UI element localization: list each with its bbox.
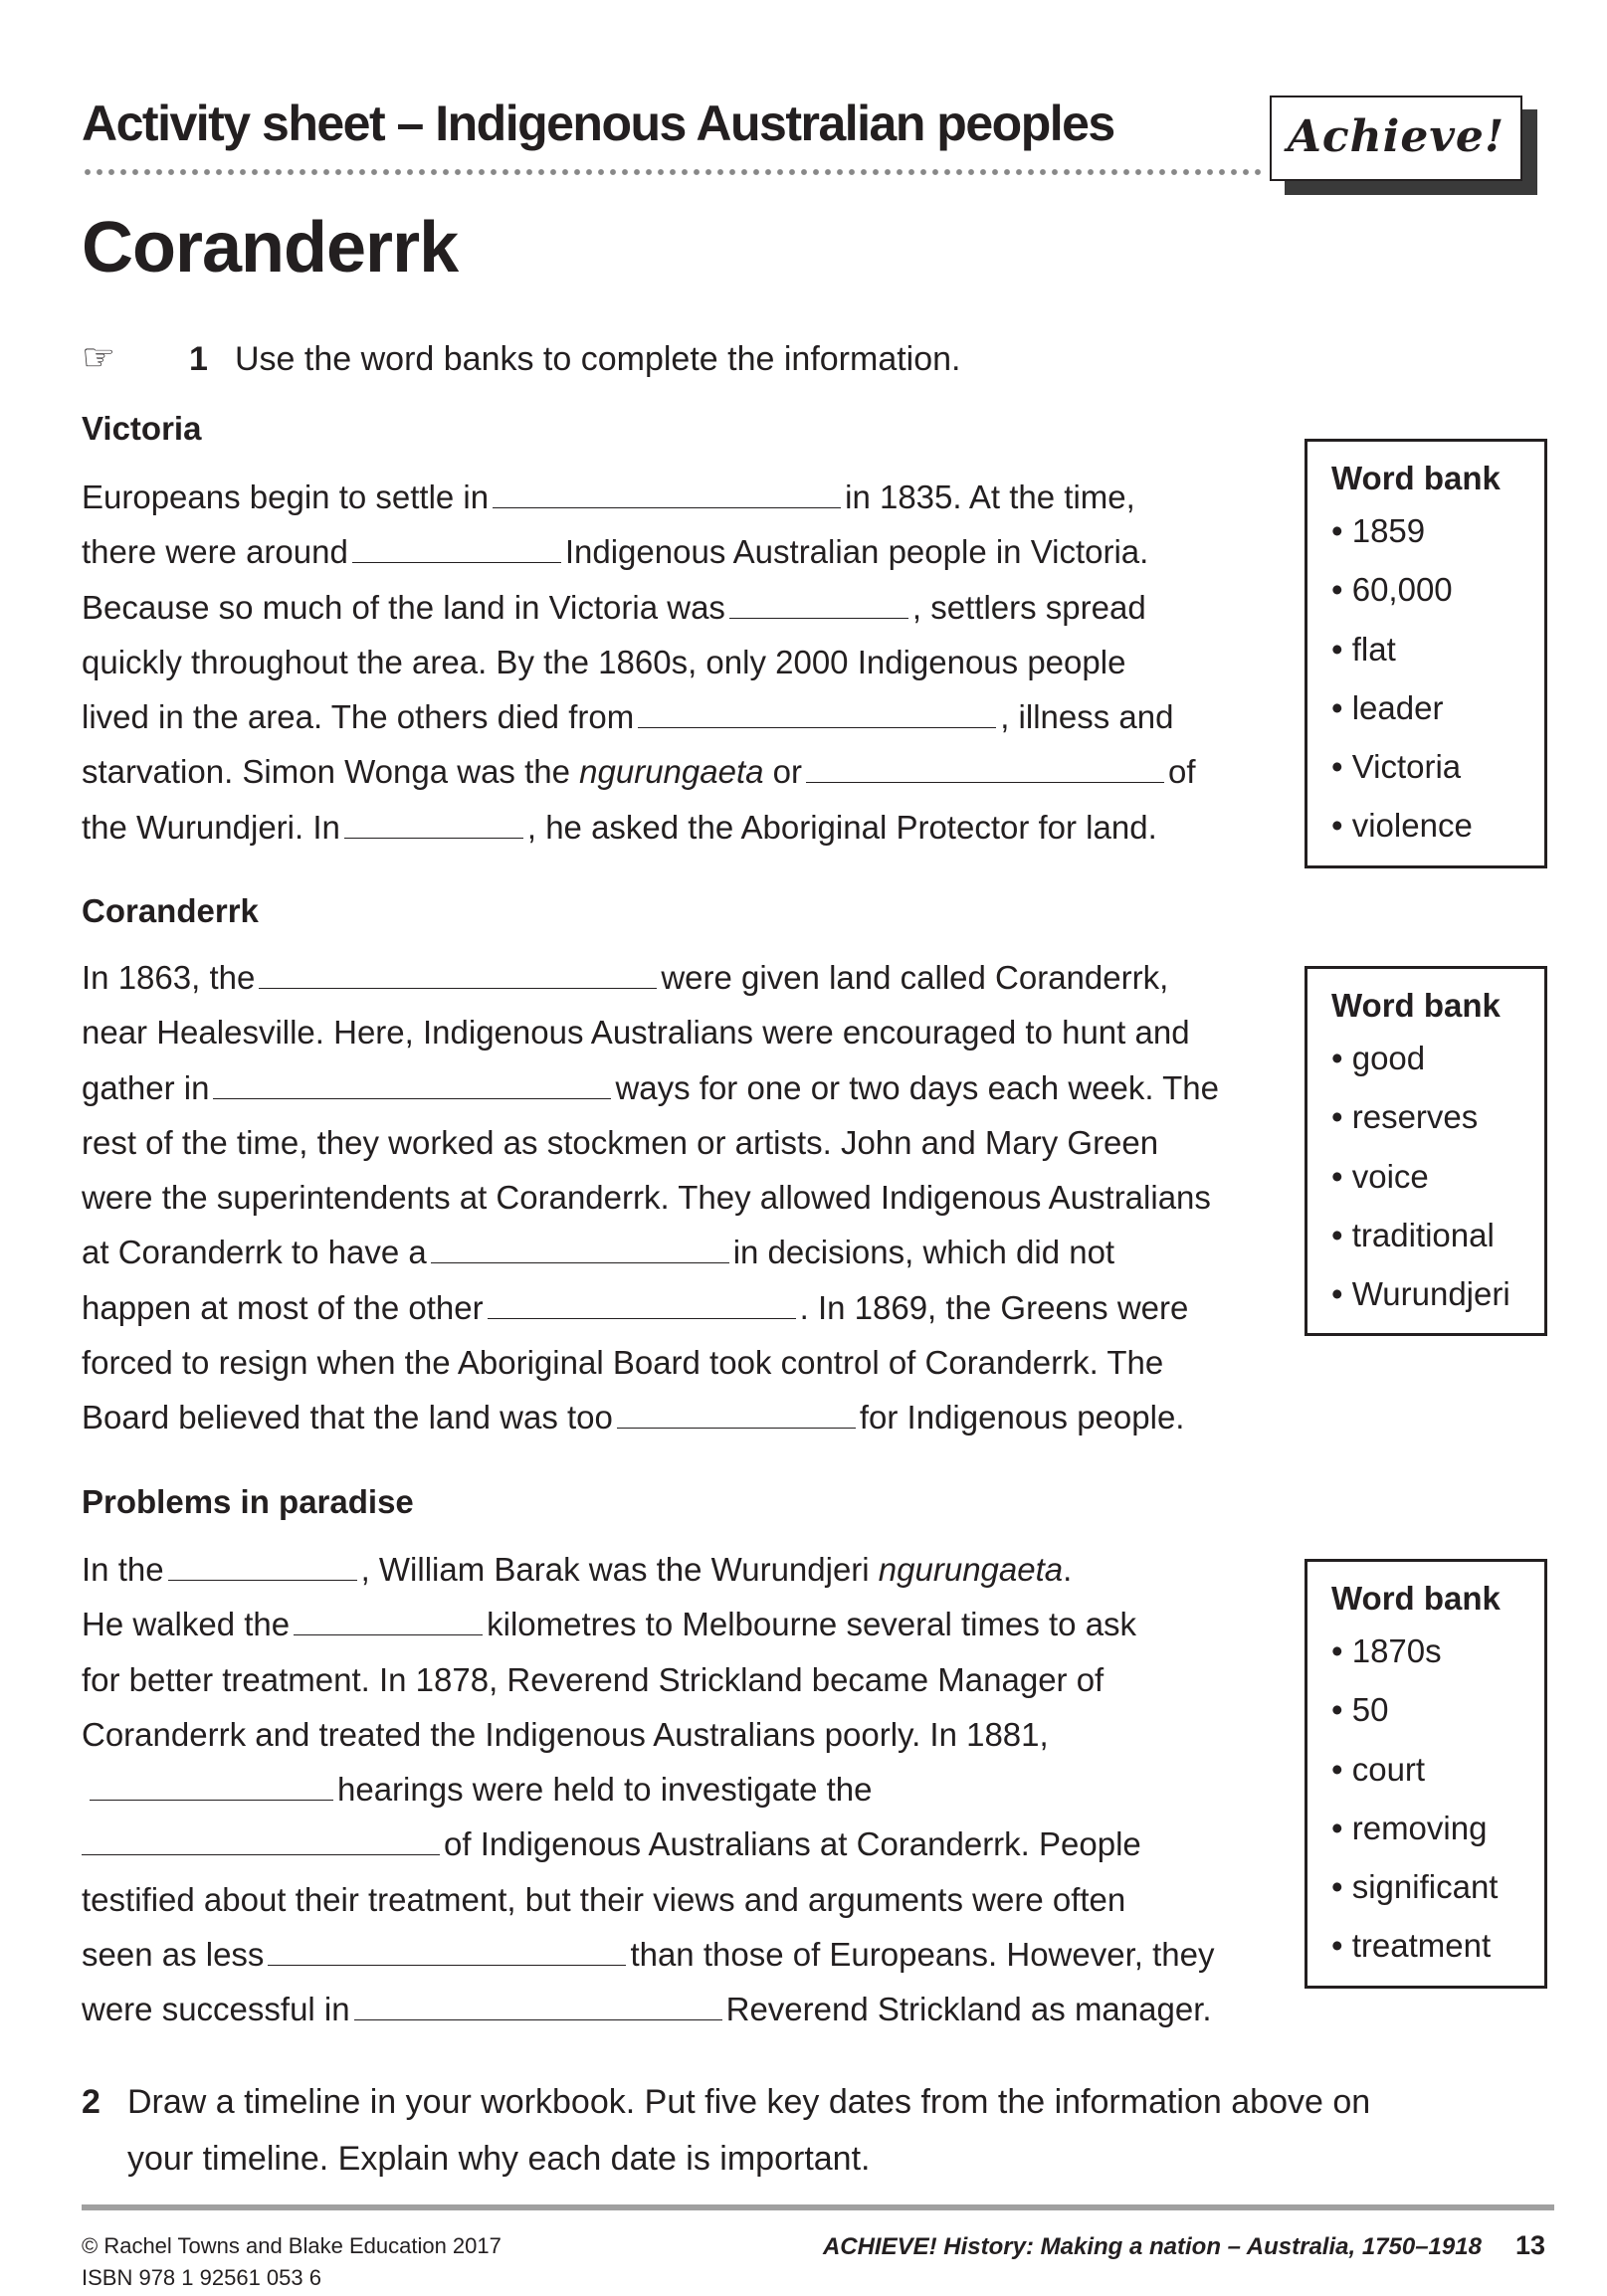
word-bank-item: • reserves — [1331, 1098, 1479, 1136]
text: quickly throughout the area. By the 1860s, only 2000 Indigenous people — [82, 643, 1126, 680]
section-heading-coranderrk: Coranderrk — [82, 892, 259, 929]
text: for Indigenous people. — [859, 1399, 1185, 1436]
word-bank-item: • 50 — [1331, 1691, 1389, 1729]
text-line — [82, 635, 1306, 689]
text: Reverend Strickland as manager. — [725, 1991, 1212, 2028]
text: happen at most of the other — [82, 1288, 484, 1326]
blank-input[interactable] — [268, 1935, 626, 1966]
word-bank-title: Word bank — [1331, 1580, 1501, 1617]
page-title: Coranderrk — [82, 208, 459, 287]
question-2 — [82, 2074, 1370, 2188]
word-bank-title: Word bank — [1331, 460, 1501, 496]
blank-input[interactable] — [213, 1068, 611, 1099]
sheet-title: Activity sheet – Indigenous Australian peoples — [82, 96, 1114, 151]
isbn: ISBN 978 1 92561 053 6 — [82, 2265, 321, 2290]
book-title: ACHIEVE! History: Making a nation – Australia, 1750–1918 — [822, 2233, 1482, 2260]
text: Indigenous Australian people in Victoria. — [564, 533, 1149, 571]
text: near Healesville. Here, Indigenous Australians were encouraged to hunt and — [82, 1014, 1190, 1052]
text: Board believed that the land was too — [82, 1399, 613, 1436]
blank-input[interactable] — [488, 1288, 796, 1319]
question-number: 2 — [82, 2083, 100, 2121]
achieve-badge: Achieve! — [1270, 96, 1522, 181]
blank-input[interactable] — [82, 1824, 440, 1855]
text-line — [82, 689, 1306, 744]
section-heading-problems: Problems in paradise — [82, 1483, 414, 1520]
text: lived in the area. The others died from — [82, 698, 635, 736]
text-line — [82, 470, 1306, 524]
blank-input[interactable] — [431, 1233, 729, 1263]
question-number: 1 — [189, 340, 208, 378]
blank-input[interactable] — [354, 1990, 722, 2020]
text: seen as less — [82, 1936, 265, 1974]
text: gather in — [82, 1068, 210, 1106]
text-line — [82, 1115, 1306, 1170]
word-bank-item: • Victoria — [1331, 748, 1462, 786]
question-text: Use the word banks to complete the information. — [235, 340, 961, 378]
blank-input[interactable] — [259, 958, 657, 989]
footer-rule — [82, 2204, 1554, 2210]
word-bank-item: • good — [1331, 1040, 1426, 1076]
text-line — [82, 800, 1306, 855]
blank-input[interactable] — [294, 1605, 483, 1635]
pointing-hand-icon: ☞ — [82, 335, 116, 379]
word-bank-item: • removing — [1331, 1809, 1488, 1846]
word-bank-coranderrk — [1305, 966, 1547, 1336]
blank-input[interactable] — [90, 1770, 333, 1801]
footer-credits — [82, 2230, 502, 2294]
text: were successful in — [82, 1991, 350, 2028]
text: or — [763, 753, 802, 791]
text: at Coranderrk to have a — [82, 1234, 427, 1271]
text-line — [82, 1060, 1306, 1115]
text-line — [82, 1542, 1306, 1597]
text-line — [82, 1817, 1306, 1871]
text: testified about their treatment, but their views and arguments were often — [82, 1880, 1126, 1918]
text: for better treatment. In 1878, Reverend Strickland became Manager of — [82, 1660, 1105, 1698]
word-bank-item: • violence — [1331, 807, 1473, 845]
text-line — [82, 1597, 1306, 1651]
text: there were around — [82, 533, 348, 571]
text: , William Barak was the Wurundjeri — [360, 1551, 879, 1588]
text-line — [82, 1390, 1306, 1444]
text: starvation. Simon Wonga was the — [82, 753, 580, 791]
text: the Wurundjeri. In — [82, 808, 340, 846]
text: hearings were held to investigate the — [337, 1771, 873, 1809]
text: In the — [82, 1551, 164, 1588]
text-line — [82, 1652, 1306, 1707]
text-line — [82, 744, 1306, 799]
text: Coranderrk and treated the Indigenous Australians poorly. In 1881, — [82, 1715, 1049, 1753]
word-bank-item: • leader — [1331, 688, 1444, 726]
text: of — [1168, 753, 1196, 791]
question-text: your timeline. Explain why each date is important. — [127, 2140, 871, 2178]
text: In 1863, the — [82, 959, 256, 996]
blank-input[interactable] — [168, 1550, 357, 1581]
word-bank-title: Word bank — [1331, 987, 1501, 1024]
page-number: 13 — [1514, 2230, 1545, 2260]
blank-input[interactable] — [729, 588, 908, 619]
text: were given land called Coranderrk, — [661, 959, 1169, 996]
text: forced to resign when the Aboriginal Board took control of Coranderrk. The — [82, 1344, 1164, 1382]
question-text: Draw a timeline in your workbook. Put five key dates from the information above on — [127, 2083, 1371, 2121]
text-line — [82, 1927, 1306, 1982]
text-line — [82, 1762, 1306, 1817]
text: . In 1869, the Greens were — [799, 1288, 1189, 1326]
footer-book-info — [823, 2230, 1545, 2261]
blank-input[interactable] — [617, 1398, 856, 1429]
dotted-divider — [82, 167, 1266, 177]
text: Europeans begin to settle in — [82, 478, 490, 515]
blank-input[interactable] — [493, 478, 841, 508]
section-coranderrk-text — [82, 950, 1306, 1445]
text: in 1835. At the time, — [845, 478, 1135, 515]
copyright: © Rachel Towns and Blake Education 2017 — [82, 2233, 502, 2258]
word-bank-item: • flat — [1331, 630, 1396, 668]
section-victoria-text — [82, 470, 1306, 855]
text-line — [82, 1982, 1306, 2036]
text: ways for one or two days each week. The — [615, 1068, 1219, 1106]
blank-input[interactable] — [344, 808, 523, 839]
word-bank-item: • significant — [1331, 1868, 1499, 1906]
word-bank-item: • 1859 — [1331, 512, 1426, 549]
text-line — [82, 1225, 1306, 1279]
text-line — [82, 1170, 1306, 1225]
text: kilometres to Melbourne several times to ask — [487, 1606, 1137, 1643]
word-bank-item: • voice — [1331, 1157, 1429, 1195]
blank-input[interactable] — [806, 752, 1164, 783]
word-bank-item: • 60,000 — [1331, 571, 1453, 609]
italic-term: ngurungaeta — [579, 753, 764, 791]
text-line — [82, 1707, 1306, 1762]
text: rest of the time, they worked as stockmen or artists. John and Mary Green — [82, 1123, 1159, 1161]
text: were the superintendents at Coranderrk. They allowed Indigenous Australians — [82, 1179, 1211, 1217]
blank-input[interactable] — [352, 532, 561, 563]
text: , settlers spread — [911, 588, 1146, 626]
word-bank-item: • 1870s — [1331, 1632, 1442, 1669]
text-line — [82, 524, 1306, 579]
text: He walked the — [82, 1606, 291, 1643]
text: , illness and — [1000, 698, 1174, 736]
text: , he asked the Aboriginal Protector for land. — [526, 808, 1157, 846]
word-bank-item: • traditional — [1331, 1216, 1495, 1253]
blank-input[interactable] — [638, 697, 996, 728]
word-bank-item: • treatment — [1331, 1927, 1492, 1965]
word-bank-problems — [1305, 1559, 1547, 1989]
text: than those of Europeans. However, they — [630, 1936, 1215, 1974]
section-problems-text — [82, 1542, 1306, 2037]
text-line — [82, 1280, 1306, 1335]
word-bank-victoria — [1305, 439, 1547, 868]
text-line — [82, 1335, 1306, 1390]
text: in decisions, which did not — [732, 1234, 1115, 1271]
text: . — [1063, 1551, 1073, 1588]
text-line — [82, 580, 1306, 635]
italic-term: ngurungaeta — [878, 1551, 1064, 1588]
text-line — [82, 1005, 1306, 1059]
text: Because so much of the land in Victoria was — [82, 588, 725, 626]
word-bank-item: • court — [1331, 1750, 1426, 1788]
section-heading-victoria: Victoria — [82, 410, 202, 447]
text-line — [82, 950, 1306, 1005]
question-1 — [82, 335, 961, 379]
word-bank-item: • Wurundjeri — [1331, 1275, 1510, 1313]
text-line — [82, 1872, 1306, 1927]
text: of Indigenous Australians at Coranderrk. People — [444, 1825, 1141, 1863]
